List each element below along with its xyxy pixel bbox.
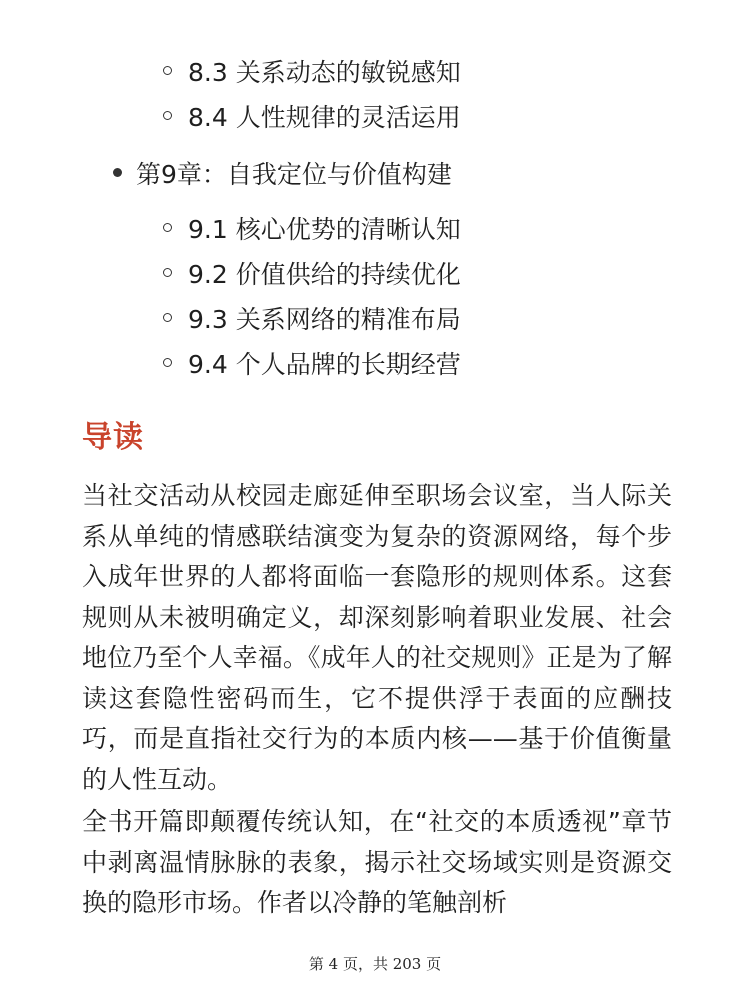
page-number-footer: 第 4 页，共 203 页 [308, 955, 442, 973]
list-item [163, 48, 461, 93]
subsection-label: 8.3 关系动态的敏锐感知 [188, 57, 461, 87]
list-item [163, 93, 461, 138]
subsection-label: 9.3 关系网络的精准布局 [188, 304, 461, 334]
chapter9-subsection-list [163, 205, 461, 385]
subsection-label: 8.4 人性规律的灵活运用 [188, 102, 461, 132]
intro-paragraph-2: 全书开篇即颠覆传统认知，在“社交的本质透视”章节中剥离温情脉脉的表象，揭示社交场域实则是资源交换的隐形市场。作者以冷静的笔触剖析 [82, 807, 672, 917]
subsection-label: 9.4 个人品牌的长期经营 [188, 349, 461, 379]
chapter8-subsection-list [163, 48, 461, 138]
hollow-circle-bullet-icon [163, 268, 172, 277]
intro-heading: 导读 [82, 420, 144, 455]
subsection-label: 9.1 核心优势的清晰认知 [188, 214, 461, 244]
list-item [163, 250, 461, 295]
hollow-circle-bullet-icon [163, 223, 172, 232]
intro-paragraph-1: 当社交活动从校园走廊延伸至职场会议室，当人际关系从单纯的情感联结演变为复杂的资源网络，每个步入成年世界的人都将面临一套隐形的规则体系。这套规则从未被明确定义，却深刻影响着职业发展、社会地位乃至个人幸福。《成年人的社交规则》正是为了解读这套隐性密码而生，它不提供浮于表面的应酬技巧，而是直指社交行为的本质内核——基于价值衡量的人性互动。 [82, 481, 672, 794]
hollow-circle-bullet-icon [163, 66, 172, 75]
chapter-title: 第9章：自我定位与价值构建 [136, 159, 452, 189]
hollow-circle-bullet-icon [163, 111, 172, 120]
chapter-9-item [113, 150, 452, 195]
subsection-label: 9.2 价值供给的持续优化 [188, 259, 461, 289]
list-item [163, 205, 461, 250]
filled-circle-bullet-icon [113, 168, 122, 177]
hollow-circle-bullet-icon [163, 313, 172, 322]
list-item [163, 340, 461, 385]
hollow-circle-bullet-icon [163, 358, 172, 367]
list-item [163, 295, 461, 340]
